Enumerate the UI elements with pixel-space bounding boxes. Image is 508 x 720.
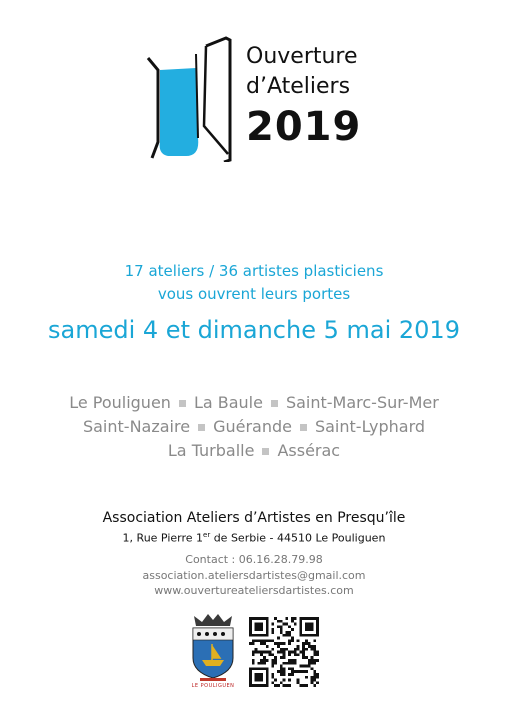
event-dates: samedi 4 et dimanche 5 mai 2019	[48, 316, 460, 344]
places-row-2	[0, 417, 508, 436]
contact-email[interactable]: association.ateliersdartistes@gmail.com	[142, 569, 366, 582]
place-saint-nazaire: Saint-Nazaire	[82, 417, 191, 436]
places-row-3	[0, 441, 508, 460]
crest-caption: LE POULIGUEN	[191, 683, 235, 689]
place-guerande: Guérande	[213, 417, 292, 436]
separator-square-icon	[300, 424, 307, 431]
place-le-pouliguen: Le Pouliguen	[69, 393, 171, 412]
title-line-1: Ouverture	[246, 44, 358, 69]
place-saint-marc-sur-mer: Saint-Marc-Sur-Mer	[285, 393, 439, 412]
place-la-baule: La Baule	[193, 393, 263, 412]
address-part: de Serbie - 44510 Le Pouliguen	[210, 531, 386, 545]
contact-website[interactable]: www.ouvertureateliersdartistes.com	[154, 584, 354, 597]
address-part: 1, Rue Pierre 1	[122, 531, 204, 545]
association-address	[0, 531, 508, 545]
open-door-logo-icon	[138, 34, 238, 162]
place-la-turballe: La Turballe	[167, 441, 255, 460]
address-superscript: er	[203, 531, 211, 539]
place-asserac: Assérac	[277, 441, 341, 460]
separator-square-icon	[271, 400, 278, 407]
separator-square-icon	[179, 400, 186, 407]
title-line-2: d’Ateliers	[246, 74, 351, 99]
association-name: Association Ateliers d’Artistes en Presqu’île	[102, 510, 406, 526]
places-row-1	[0, 393, 508, 412]
qr-code-icon[interactable]	[249, 617, 319, 687]
intro-line-2: vous ouvrent leurs portes	[157, 285, 351, 303]
title-year: 2019	[246, 104, 362, 150]
intro-line-1: 17 ateliers / 36 artistes plasticiens	[124, 262, 384, 280]
separator-square-icon	[198, 424, 205, 431]
contact-phone: Contact : 06.16.28.79.98	[185, 553, 323, 566]
place-saint-lyphard: Saint-Lyphard	[314, 417, 426, 436]
separator-square-icon	[262, 448, 269, 455]
town-crest-icon	[188, 612, 238, 690]
